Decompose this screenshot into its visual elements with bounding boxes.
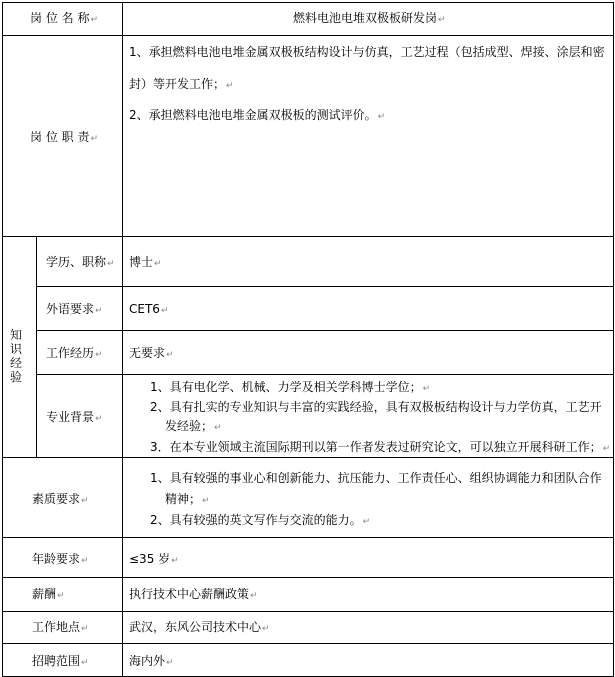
quality-line-2: 精神；↵ xyxy=(165,492,210,506)
rule xyxy=(2,643,614,644)
location-label: 工作地点↵ xyxy=(32,620,89,634)
age-value: ≤35 岁↵ xyxy=(129,552,179,566)
scope-label: 招聘范围↵ xyxy=(32,654,89,668)
rule xyxy=(2,457,614,458)
position-value: 燃料电池电堆双极板研发岗↵ xyxy=(293,11,446,25)
rule xyxy=(2,2,3,677)
language-value: CET6↵ xyxy=(129,302,169,316)
background-line-2: 2、具有扎实的专业知识与丰富的实践经验，具有双极板结构设计与力学仿真，工艺开 xyxy=(150,400,602,414)
rule xyxy=(2,2,614,3)
salary-label: 薪酬↵ xyxy=(32,587,65,601)
rule xyxy=(2,577,614,578)
background-line-1: 1、具有电化学、机械、力学及相关学科博士学位；↵ xyxy=(150,380,431,394)
experience-label: 工作经历↵ xyxy=(46,346,103,360)
duties-line-3: 2、承担燃料电池电堆金属双极板的测试评价。↵ xyxy=(129,108,386,122)
quality-line-3: 2、具有较强的英文写作与交流的能力。↵ xyxy=(150,513,371,527)
rule xyxy=(2,35,614,36)
duties-label: 岗 位 职 责↵ xyxy=(30,130,98,144)
position-label: 岗 位 名 称↵ xyxy=(30,11,98,25)
quality-label: 素质要求↵ xyxy=(32,492,89,506)
rule xyxy=(613,2,614,677)
rule xyxy=(122,2,123,677)
duties-line-1: 1、承担燃料电池电堆金属双极板结构设计与仿真，工艺过程（包括成型、焊接、涂层和密 xyxy=(129,45,605,59)
scope-value: 海内外↵ xyxy=(129,654,174,668)
background-label: 专业背景↵ xyxy=(46,410,103,424)
age-label: 年龄要求↵ xyxy=(32,552,89,566)
language-label: 外语要求↵ xyxy=(46,302,103,316)
rule xyxy=(2,236,614,237)
rule xyxy=(36,236,37,457)
education-value: 博士↵ xyxy=(129,255,162,269)
background-line-3: 发经验；↵ xyxy=(165,419,222,433)
background-line-4: 3．在本专业领域主流国际期刊以第一作者发表过研究论文，可以独立开展科研工作；↵ xyxy=(150,440,611,454)
quality-line-1: 1、具有较强的事业心和创新能力、抗压能力、工作责任心、组织协调能力和团队合作 xyxy=(150,471,602,485)
duties-line-2: 封）等开发工作；↵ xyxy=(129,77,234,91)
knowledge-group-label: 知 识 经 验 xyxy=(9,328,22,384)
rule xyxy=(2,611,614,612)
education-label: 学历、职称↵ xyxy=(46,255,115,269)
experience-value: 无要求↵ xyxy=(129,346,174,360)
location-value: 武汉，东风公司技术中心↵ xyxy=(129,620,270,634)
salary-value: 执行技术中心薪酬政策↵ xyxy=(129,587,258,601)
rule xyxy=(2,537,614,538)
